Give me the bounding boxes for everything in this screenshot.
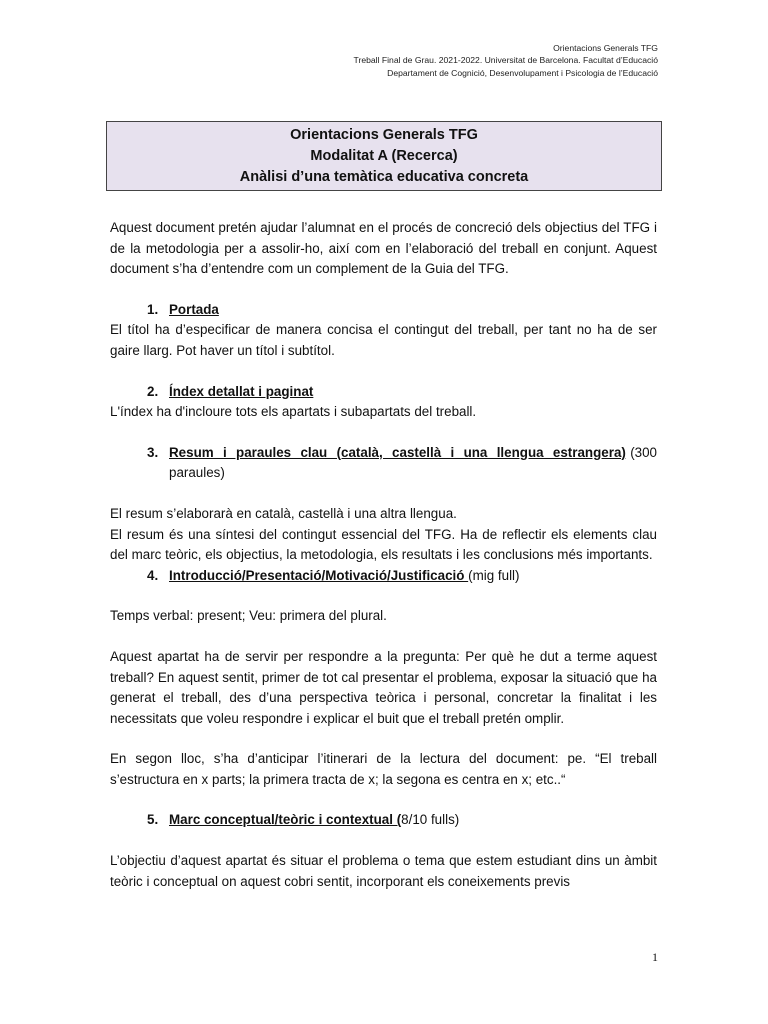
section-title: Índex detallat i paginat	[169, 383, 314, 399]
title-line-2: Modalitat A (Recerca)	[310, 148, 458, 164]
page-number: 1	[652, 950, 658, 964]
section-number: 1.	[147, 301, 159, 317]
header-line-3: Departament de Cognició, Desenvolupament i Psicologia de l’Educació	[387, 67, 658, 78]
section-heading-resum	[110, 443, 657, 484]
page-header	[354, 42, 658, 79]
section-paragraph: En segon lloc, s’ha d’anticipar l’itinerari de la lectura del document: pe. “El treball s’estructura en x parts; la primera tracta de x; la segona es centra en x; etc..“	[110, 751, 657, 787]
section-number: 4.	[147, 567, 159, 583]
section-paragraph: L’objectiu d’aquest apartat és situar el problema o tema que estem estudiant dins un àmbit teòric i conceptual on aquest cobri sentit, incorporant els coneixements previs	[110, 853, 657, 889]
section-suffix: (300 paraules)	[169, 444, 657, 481]
section-paragraph: Temps verbal: present; Veu: primera del plural.	[110, 608, 387, 624]
section-title: Marc conceptual/teòric i contextual (	[169, 812, 402, 828]
section-paragraph: El resum s’elaborarà en català, castellà i una altra llengua.	[110, 505, 457, 521]
section-suffix: (mig full)	[468, 567, 520, 583]
title-line-1: Orientacions Generals TFG	[290, 127, 478, 143]
title-box	[106, 121, 662, 191]
section-heading-index	[110, 382, 657, 403]
section-paragraph: Aquest apartat ha de servir per respondre a la pregunta: Per què he dut a terme aquest treball? En aquest sentit, primer de tot cal presentar el problema, exposar la situació que ha generat el treball, des d’una perspectiva teòrica i personal, concretar la finalitat i les necessitats que voleu respondre i explicar el buit que el treball pretén omplir.	[110, 648, 657, 726]
section-number: 2.	[147, 383, 159, 399]
section-paragraph: L'índex ha d'incloure tots els apartats i subapartats del treball.	[110, 404, 477, 420]
section-title: Resum i paraules clau (català, castellà i una llengua estrangera)	[169, 444, 626, 460]
section-paragraph: El resum és una síntesi del contingut essencial del TFG. Ha de reflectir els elements clau del marc teòric, els objectius, la metodologia, els resultats i les conclusions més importants.	[110, 526, 657, 563]
section-heading-marc	[110, 810, 657, 831]
section-suffix: 8/10 fulls)	[401, 812, 460, 828]
document-body	[110, 218, 657, 892]
section-title: Introducció/Presentació/Motivació/Justificació	[169, 567, 469, 583]
title-line-3: Anàlisi d’una temàtica educativa concreta	[239, 169, 529, 185]
section-number: 3.	[147, 444, 159, 460]
section-heading-portada	[110, 300, 657, 321]
section-number: 5.	[147, 812, 159, 828]
section-paragraph: El títol ha d’especificar de manera concisa el contingut del treball, per tant no ha de ser gaire llarg. Pot haver un títol i subtítol.	[110, 322, 657, 358]
section-heading-introduccio	[110, 566, 657, 587]
header-line-2: Treball Final de Grau. 2021-2022. Universitat de Barcelona. Facultat d’Educació	[353, 55, 658, 66]
header-line-1: Orientacions Generals TFG	[553, 43, 658, 53]
intro-paragraph: Aquest document pretén ajudar l’alumnat en el procés de concreció dels objectius del TFG i de la metodologia per a assolir-ho, així com en l’elaboració del treball en conjunt. Aquest document s’ha d’entendre com un complement de la Guia del TFG.	[110, 220, 657, 277]
section-title: Portada	[169, 301, 219, 317]
